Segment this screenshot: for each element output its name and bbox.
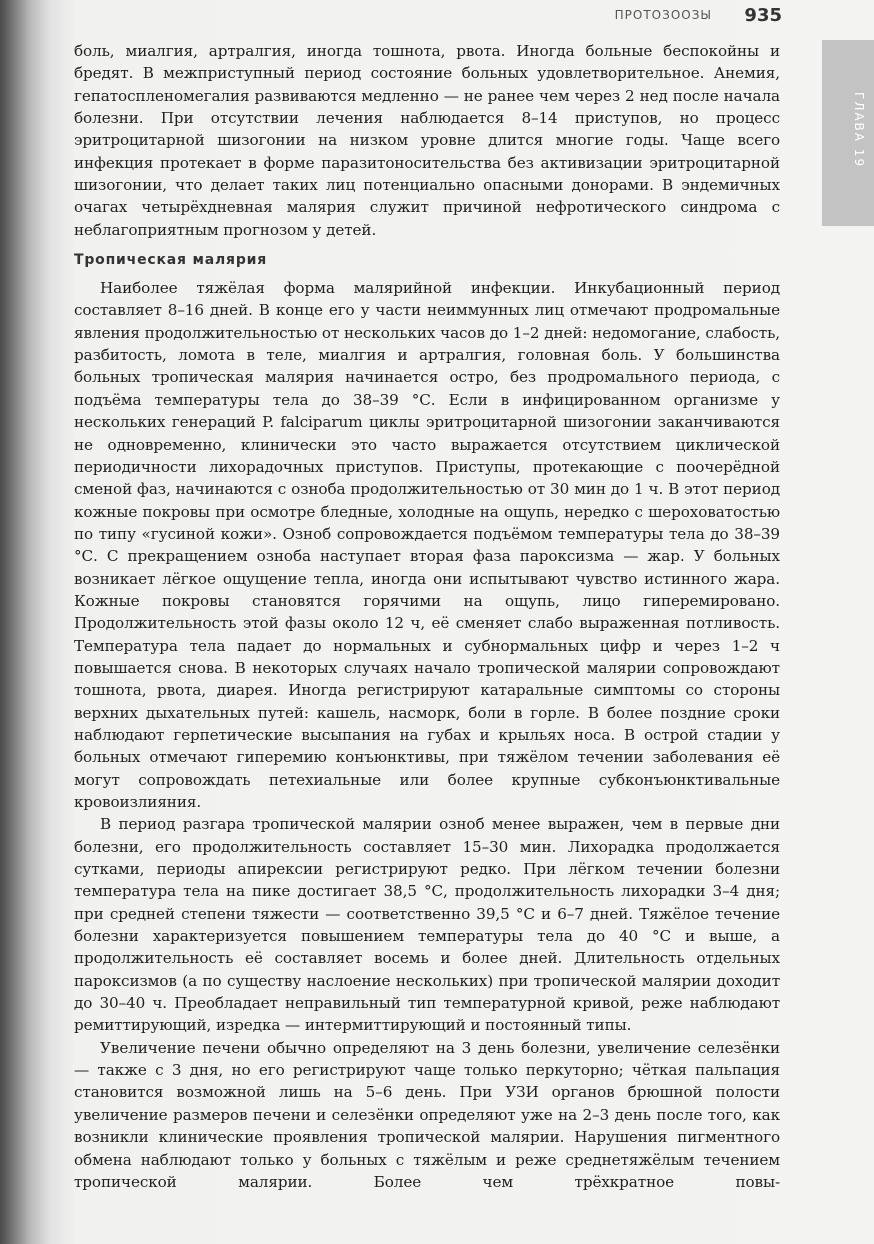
section-head: ПРОТОЗООЗЫ [614,8,712,22]
page-number: 935 [744,5,782,26]
paragraph-tropical-intro: Наиболее тяжёлая форма малярийной инфекции. Инкубационный период составляет 8–16 дней. В конце его у части неиммунных лиц отмечают продромальные явления продолжительностью от нескольких часов до 1–2 дней: недомогание, слабость, разбитость, ломота в теле, миалгия и артралгия, головная боль. У большинства больных тропическая малярия начинается остро, без продромального периода, с подъёма температуры тела до 38–39 °С. Если в инфицированном организме у нескольких генераций P. falciparum циклы эритроцитарной шизогонии заканчиваются не одновременно, клинически это часто выражается отсутствием циклической периодичности лихорадочных приступов. Приступы, протекающие с поочерёдной сменой фаз, начинаются с озноба продолжительностью от 30 мин до 1 ч. В этот период кожные покровы при осмотре бледные, холодные на ощупь, нередко с шероховатостью по типу «гусиной кожи». Озноб сопровождается подъёмом температуры тела до 38–39 °С. С прекращением озноба наступает вторая фаза пароксизма — жар. У больных возникает лёгкое ощущение тепла, иногда они испытывают чувство истинного жара. Кожные покровы становятся горячими на ощупь, лицо гиперемировано. Продолжительность этой фазы около 12 ч, её сменяет слабо выраженная потливость. Температура тела падает до нормальных и субнормальных цифр и через 1–2 ч повышается снова. В некоторых случаях начало тропической малярии сопровождают тошнота, рвота, диарея. Иногда регистрируют катаральные симптомы со стороны верхних дыхательных путей: кашель, насморк, боли в горле. В более поздние сроки наблюдают герпетические высыпания на губах и крыльях носа. В острой стадии у больных отмечают гиперемию конъюнктивы, при тяжёлом течении заболевания её могут сопровождать петехиальные или более крупные субконъюнктивальные кровоизлияния. [74,279,780,811]
chapter-tab-label: ГЛАВА 19 [852,92,866,169]
main-text [74,40,780,1193]
paragraph-disease-peak: В период разгара тропической малярии озноб менее выражен, чем в первые дни болезни, его продолжительность составляет 15–30 мин. Лихорадка продолжается сутками, периоды апирексии регистрируют редко. При лёгком течении болезни температура тела на пике достигает 38,5 °С, продолжительность лихорадки 3–4 дня; при средней степени тяжести — соответственно 39,5 °С и 6–7 дней. Тяжёлое течение болезни характеризуется повышением температуры тела до 40 °С и выше, а продолжительность её составляет восемь и более дней. Длительность отдельных пароксизмов (а по существу наслоение нескольких) при тропической малярии доходит до 30–40 ч. Преобладает неправильный тип температурной кривой, реже наблюдают ремиттирующий, изредка — интермиттирующий и постоянный типы. [74,815,780,1035]
paragraph-continued: боль, миалгия, артралгия, иногда тошнота, рвота. Иногда больные беспокойны и бредят. В межприступный период состояние больных удовлетворительное. Анемия, гепатоспленомегалия развиваются медленно — не ранее чем через 2 нед после начала болезни. При отсутствии лечения наблюдается 8–14 приступов, но процесс эритроцитарной шизогонии на низком уровне длится многие годы. Чаще всего инфекция протекает в форме паразитоносительства без активизации эритроцитарной шизогонии, что делает таких лиц потенциально опасными донорами. В эндемичных очагах четырёхдневная малярия служит причиной нефротического синдрома с неблагоприятным прогнозом у детей. [74,42,780,239]
subheading-tropical-malaria: Тропическая малярия [74,252,268,269]
chapter-side-tab [822,40,874,226]
paragraph-organ-enlargement: Увеличение печени обычно определяют на 3 день болезни, увеличение селезёнки — также с 3 дня, но его регистрируют чаще только перкуторно; чёткая пальпация становится возможной лишь на 5–6 день. При УЗИ органов брюшной полости увеличение размеров печени и селезёнки определяют уже на 2–3 день после того, как возникли клинические проявления тропической малярии. Нарушения пигментного обмена наблюдают только у больных с тяжёлым и реже среднетяжёлым течением тропической малярии. Более чем трёхкратное повы- [74,1038,780,1191]
page-header [380,6,782,32]
